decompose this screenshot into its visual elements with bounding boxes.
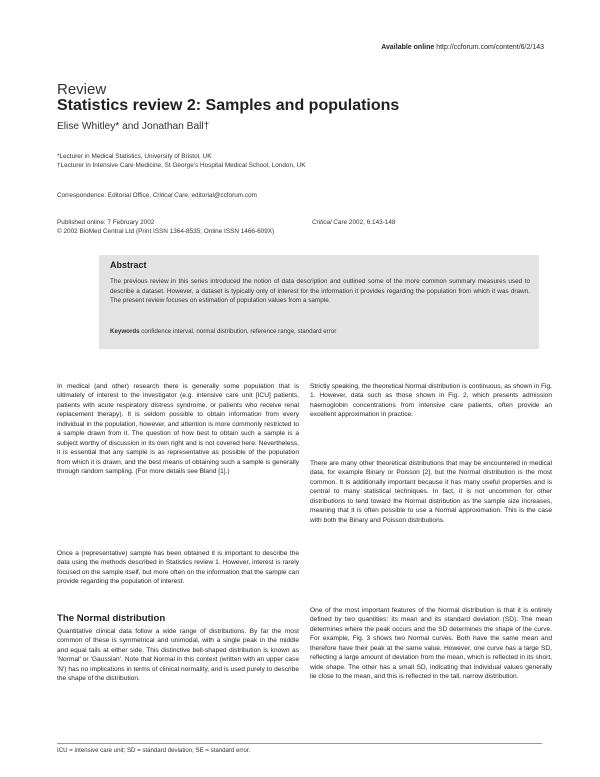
paragraph-text: There are many other theoretical distributions that may be encountered in medical data, for example Binary or Poisson [2], but the Normal distribution is the most common. It is additionally important because it has many useful properties and is central to many statistical techniques. In fact, it is not uncommon for other distributions to tend toward the Normal distribution as the sample size increases, meaning that it is often possible to use a Normal approximation. This is the case with both the Binary and Poisson distributions. — [310, 460, 552, 524]
body-left-paragraph-2 — [57, 549, 299, 587]
citation-line — [312, 219, 395, 226]
abbreviations-footnote: ICU = intensive care unit; SD = standard deviation; SE = standard error. — [57, 747, 251, 754]
article-url-line — [381, 44, 544, 51]
footnote-divider — [57, 743, 542, 744]
published-date: Published online: 7 February 2002 — [57, 219, 155, 226]
keywords-line — [110, 328, 530, 335]
copyright-line: © 2002 BioMed Central Ltd (Print ISSN 1364-8535; Online ISSN 1466-609X) — [57, 228, 275, 235]
body-right-paragraph-2 — [310, 459, 552, 525]
correspondence-email[interactable]: , editorial@ccforum.com — [187, 192, 257, 199]
body-right-paragraph-1 — [310, 382, 552, 420]
section-label: Review — [57, 81, 107, 98]
correspondence-prefix: Correspondence: Editorial Office, — [57, 192, 153, 199]
keywords-label: Keywords — [110, 328, 140, 335]
available-online-label: Available online — [381, 44, 435, 51]
affiliation-1: *Lecturer in Medical Statistics, University of Bristol, UK — [57, 153, 212, 160]
body-right-paragraph-3 — [310, 606, 552, 682]
correspondence-journal: Critical Care — [152, 192, 188, 199]
body-left-paragraph-1 — [57, 382, 299, 477]
article-url-link[interactable]: http://ccforum.com/content/6/2/143 — [436, 44, 544, 51]
citation-volume: 2002, 6:143-148 — [347, 219, 396, 226]
author-list: Elise Whitley* and Jonathan Ball† — [57, 121, 210, 132]
abstract-text: The previous review in this series introduced the notion of data description and outlined some of the more common summary measures used to describe a dataset. However, a dataset is typically only of interest for the information it provides regarding the population from which it was drawn. The present review focuses on estimation of population values from a sample. — [110, 278, 530, 305]
paragraph-text: In medical (and other) research there is generally some population that is ultimately of interest to the investigator (e.g. intensive care unit [ICU] patients, patients with acute respiratory distress syndrome, or patients who receive renal replacement therapy). It is seldom possible to obtain information from every individual in the population, however, and attention is more commonly restricted to a sample drawn from it. The question of how best to obtain such a sample is a subject worthy of discussion in its own right and is not covered here. Nevertheless, it is essential that any sample is as representative as possible of the population from which it is drawn, and the best means of obtaining such a sample is generally through random sampling. (For more details see Bland [1].) — [57, 383, 299, 476]
abstract-heading: Abstract — [110, 260, 147, 270]
affiliation-2: †Lecturer in Intensive Care Medicine, St George's Hospital Medical School, London, UK — [57, 162, 306, 169]
keywords-list: confidence interval, normal distribution, reference range, standard error — [139, 328, 337, 335]
body-left-paragraph-3 — [57, 627, 299, 684]
article-title: Statistics review 2: Samples and populations — [57, 97, 400, 114]
citation-journal: Critical Care — [312, 219, 348, 226]
paragraph-text: Strictly speaking, the theoretical Normal distribution is continuous, as shown in Fig. 1. However, data such as those shown in Fig. 2, which presents admission haemoglobin concentrations from intensive care patients, often provide an excellent approximation in practice. — [310, 383, 552, 419]
paragraph-text: One of the most important features of the Normal distribution is that it is entirely defined by two quantities: its mean and its standard deviation (SD). The mean determines where the peak occurs and the SD determines the shape of the curve. For example, Fig. 3 shows two Normal curves. Both have the same mean and therefore have their peak at the same value. However, one curve has a large SD, reflecting a large amount of deviation from the mean, which is reflected in its short, wide shape. The other has a small SD, indicating that individual values generally lie close to the mean, and this is reflected in the tall, narrow distribution. — [310, 607, 552, 681]
paragraph-text: Quantitative clinical data follow a wide range of distributions. By far the most common of these is symmetrical and unimodal, with a single peak in the middle and equal tails at either side. This distinctive bell-shaped distribution is known as 'Normal' or 'Gaussian'. Note that Normal in this context (written with an upper case 'N') has no implications in terms of clinical normality, and is used purely to describe the shape of the distribution. — [57, 628, 299, 683]
paragraph-text: Once a (representative) sample has been obtained it is important to describe the data using the methods described in Statistics review 1. However, interest is rarely focused on the sample itself, but more often on the information that the sample can provide regarding the population of interest. — [57, 550, 299, 586]
section-heading-normal-distribution: The Normal distribution — [57, 613, 166, 624]
correspondence-line — [57, 192, 257, 199]
